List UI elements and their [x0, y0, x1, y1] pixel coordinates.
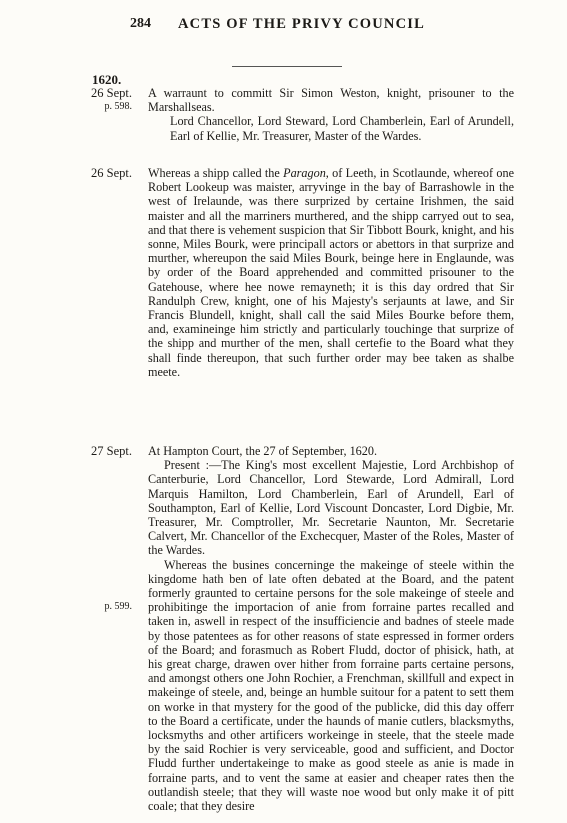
present-list: Present :—The King's most excellent Majestie, Lord Archbishop of Canterburie, Lord Chancellor, Lord Stewarde, Lord Admirall, Lord Marquis Hamilton, Lord Chamberlein, Earl of Arundell, Earl of Southampton, Earl of Kellie, Lord Viscount Doncaster, Lord Digbie, Mr. Treasurer, Mr. Comptroller, Mr. Secretarie Naunton, Mr. Secretarie Calvert, Mr. Chancellor of the Exchecquer, Master of the Roles, Master of the Wardes. [148, 458, 514, 558]
margin-page-ref-1: p. 598. [104, 101, 132, 112]
attendance-list: Lord Chancellor, Lord Steward, Lord Chamberlein, Earl of Arundell, Earl of Kellie, Mr. Treasurer, Master of the Wardes. [170, 114, 514, 143]
margin-year: 1620. [92, 72, 122, 87]
entry-text: A warraunt to committ Sir Simon Weston, knight, prisouner to the Marshallseas. [148, 86, 514, 115]
margin-date-1 [80, 86, 132, 100]
entry-text [148, 166, 514, 379]
entry-1 [148, 86, 514, 143]
entry-date: 26 Sept. [91, 166, 132, 180]
entry-text-part: Whereas a shipp called the [148, 166, 284, 180]
entry-2 [148, 166, 514, 379]
margin-page-ref-3: p. 599. [104, 601, 132, 612]
meeting-heading: At Hampton Court, the 27 of September, 1620. [148, 444, 378, 458]
entry-date: 26 Sept. [91, 86, 132, 100]
entry-3 [148, 444, 514, 813]
entry-text-part: , of Leeth, in Scotlaunde, whereof one Robert Lookeup was maister, arryvinge in the bay of Barrashowle in the west of Irelaunde, was there surprized by certaine Irishmen, the said maister and all the marriners murthered, and the shipp carryed out to sea, and that there is vehement suspicion that Sir Tibbott Bourk, knight, and his sonne, Miles Bourk, were principall actors or abettors in that surprize and murther, whereupon the said Miles Bourk, beinge here in Englaunde, was by order of the Board apprehended and committed prisouner to the Gatehouse, where hee nowe remayneth; it is this day ordred that Sir Randulph Crew, knight, one of his Majesty's serjaunts at lawe, and Sir Francis Blundell, knight, shall call the said Miles Bourke before them, and, examineinge him strictly and particularly touchinge that surprize of the shipp and murther of the men, shall certefie to the Board what they shall finde thereupon, that such further order may bee taken as shalbe meete. [148, 166, 514, 379]
entry-text: Whereas the busines concerninge the makeinge of steele within the kingdome hath ben of late often debated at the Board, and the patent formerly graunted to certaine persons for the sole makeinge of steele and prohibitinge the importacion of anie from forraine partes recalled and taken in, aswell in respect of the insufficiencie and badnes of steele made by those patentees as for other reasons of state espressed in former orders of the Board; and forasmuch as Robert Fludd, doctor of phisick, hath, at his great charge, drawen over hither from forraine parts certaine persons, and amongst others one John Rochier, a Frenchman, skillfull and expect in makeinge of steele, and, beinge an humble suitour for a patent to sett them on worke in that mystery for the good of the publicke, did this day offerr to the Board a certificate, under the haunds of manie cutlers, blacksmyths, locksmyths and other artificers workeinge in steele, that the steele made by the said Rochier is very serviceable, good and sufficient, and Doctor Fludd further undertakeinge to make as good steele as anie is made in forraine parts, and to vent the same at easier and cheaper rates then the outlandish steele; that they will waste noe wood but only make it of pitt coale; that they desire [148, 557, 514, 814]
margin-date-2 [80, 166, 132, 180]
page-header [0, 16, 567, 40]
entry-date: 27 Sept. [91, 444, 132, 458]
running-head: ACTS OF THE PRIVY COUNCIL [178, 16, 425, 32]
ship-name: Paragon [283, 166, 326, 180]
header-rule [232, 66, 342, 67]
page-number: 284 [130, 16, 151, 31]
margin-date-3 [80, 444, 132, 458]
